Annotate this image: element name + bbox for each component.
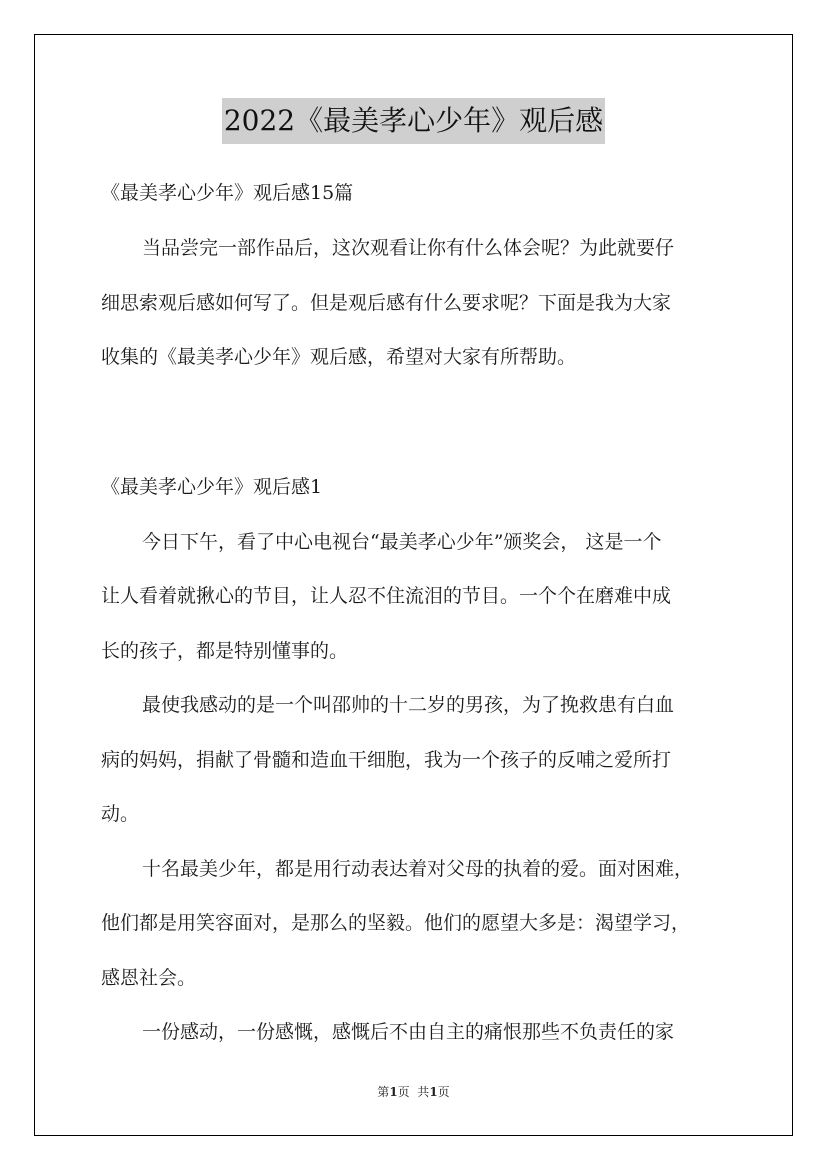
intro-line: 当品尝完一部作品后，这次观看让你有什么体会呢？为此就要仔: [142, 237, 675, 259]
footer-page-prefix: 第: [377, 1085, 390, 1099]
footer-page-total: 1: [429, 1085, 438, 1099]
title-container: [0, 98, 827, 144]
footer-page-number: 1: [389, 1085, 398, 1099]
paragraph-line: 让人看着就揪心的节目，让人忍不住流泪的节目。一个个在磨难中成: [101, 585, 672, 607]
paragraph-line: 他们都是用笑容面对，是那么的坚毅。他们的愿望大多是：渴望学习，: [101, 912, 691, 934]
paragraph-line: 病的妈妈，捐献了骨髓和造血干细胞，我为一个孩子的反哺之爱所打: [101, 748, 672, 771]
section-heading: 《最美孝心少年》观后感1: [101, 475, 323, 498]
page-footer: [0, 1083, 827, 1100]
document-body: [101, 170, 729, 1064]
paragraph-line: 长的孩子，都是特别懂事的。: [101, 639, 349, 662]
document-title: 2022《最美孝心少年》观后感: [222, 98, 605, 144]
paragraph-line: 感恩社会。: [101, 966, 197, 989]
paragraph-line: 最使我感动的是一个叫邵帅的十二岁的男孩，为了挽救患有白血: [142, 694, 675, 716]
intro-line: 收集的《最美孝心少年》观后感，希望对大家有所帮助。: [101, 346, 577, 368]
paragraph-line: 动。: [101, 803, 140, 825]
document-subtitle: 《最美孝心少年》观后感15篇: [101, 182, 354, 204]
paragraph-line: 今日下午，看了中心电视台“最美孝心少年”颁奖会， 这是一个: [142, 530, 662, 553]
paragraph-line: 十名最美少年，都是用行动表达着对父母的执着的爱。面对困难，: [142, 857, 694, 880]
footer-page-mid: 页 共: [397, 1085, 430, 1099]
intro-line: 细思索观后感如何写了。但是观后感有什么要求呢？下面是我为大家: [101, 291, 672, 314]
spacer: [101, 389, 729, 464]
footer-page-suffix: 页: [437, 1085, 450, 1099]
paragraph-line: 一份感动，一份感慨，感慨后不由自主的痛恨那些不负责任的家: [142, 1021, 675, 1043]
